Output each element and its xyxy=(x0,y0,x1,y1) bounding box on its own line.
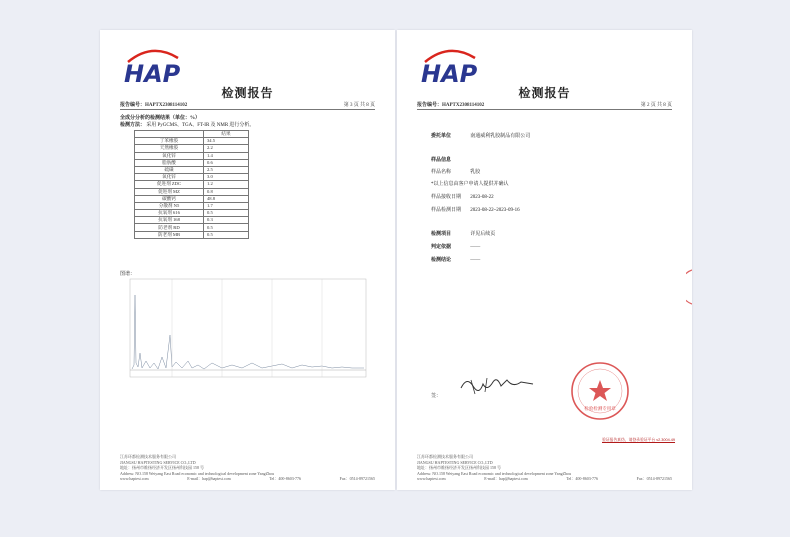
page-title: 检测报告 xyxy=(518,86,571,100)
table-row xyxy=(135,166,249,173)
row-value: 0.3 xyxy=(204,217,249,224)
report-page-2 xyxy=(397,30,692,490)
client-row xyxy=(431,132,530,139)
footer-fax: Fax：0514-89721565 xyxy=(636,476,672,482)
test-date-value: 2023-08-22~2023-09-16 xyxy=(470,208,520,213)
footer-company: 江苏环都检测技术服务有限公司 xyxy=(120,454,176,460)
sample-name-row xyxy=(431,168,480,175)
table-row xyxy=(135,224,249,231)
row-value: 3.0 xyxy=(204,174,249,181)
footer-email[interactable]: E-mail：hap@haptest.com xyxy=(187,476,231,482)
report-page-3 xyxy=(100,30,395,490)
row-value: 0.8 xyxy=(204,188,249,195)
table-row xyxy=(135,145,249,152)
footer-contacts xyxy=(120,476,375,482)
method-line xyxy=(120,121,254,128)
official-stamp-icon xyxy=(569,360,631,422)
test-item-value: 详见后续页 xyxy=(470,232,496,237)
footer-address-en: Address: NO.158 Weiyang East Road economic and technological development zone YangZhou xyxy=(120,470,275,476)
row-name: 抗氧剂 168 xyxy=(135,217,204,224)
results-table xyxy=(134,130,249,239)
test-item-label: 检测项目 xyxy=(431,232,452,237)
method-text: 采用 PyGCMS、TGA、FT-IR 及 NMR 进行分析。 xyxy=(146,123,255,128)
judgement-value: —— xyxy=(470,245,481,250)
page-info: 第 2 页 共 8 页 xyxy=(640,103,672,108)
row-name: 脂肪酸 xyxy=(135,159,204,166)
table-row xyxy=(135,195,249,202)
page-footer xyxy=(417,454,672,482)
conclusion-label: 检测结论 xyxy=(431,258,452,263)
received-label: 样品接收日期 xyxy=(431,195,462,200)
report-number: 报告编号：HAPTX2308114102 xyxy=(417,103,485,108)
received-value: 2023-08-22 xyxy=(470,195,494,200)
footer-contacts xyxy=(417,476,672,482)
svg-text:HAP: HAP xyxy=(421,60,478,88)
row-name: 丁苯橡胶 xyxy=(135,138,204,145)
method-label: 检测方法： xyxy=(120,123,146,128)
row-value: 0.5 xyxy=(204,224,249,231)
graph-label: 图谱： xyxy=(120,272,136,277)
footer-company-en: JIANGSU HAPTESTING SERVICE CO.,LTD xyxy=(120,459,196,465)
svg-text:HAP: HAP xyxy=(124,60,181,88)
judgement-label: 判定依据 xyxy=(431,245,452,250)
table-row xyxy=(135,138,249,145)
page-footer xyxy=(120,454,375,482)
footer-fax: Fax：0514-89721565 xyxy=(339,476,375,482)
row-name: 防老剂 MB xyxy=(135,231,204,238)
report-number-line xyxy=(120,100,375,110)
test-date-row xyxy=(431,206,520,213)
row-name: 抗氧剂 616 xyxy=(135,210,204,217)
table-row xyxy=(135,181,249,188)
table-row xyxy=(135,174,249,181)
section-title: 全成分分析的检测结果（单位：%） xyxy=(120,116,201,121)
sample-name-value: 乳胶 xyxy=(470,170,481,175)
sign-label: 签： xyxy=(431,394,442,399)
table-header-row xyxy=(135,131,249,138)
report-number: 报告编号：HAPTX2308114102 xyxy=(120,103,188,108)
conclusion-value: —— xyxy=(470,258,481,263)
footer-address: 地址：扬州市维扬经济开发区扬州科技园 158 号 xyxy=(417,465,501,471)
signature-icon xyxy=(457,372,537,398)
footer-web[interactable]: www.haptest.com xyxy=(120,476,149,482)
page-info: 第 3 页 共 8 页 xyxy=(343,103,375,108)
row-value: 1.2 xyxy=(204,181,249,188)
footer-address-en: Address: NO.158 Weiyang East Road economic and technological development zone YangZhou xyxy=(417,470,572,476)
row-name: 天然橡胶 xyxy=(135,145,204,152)
row-value: 0.6 xyxy=(204,159,249,166)
svg-text:检验检测专用章: 检验检测专用章 xyxy=(584,407,616,412)
row-name: 促进剂 MZ xyxy=(135,188,204,195)
table-row xyxy=(135,188,249,195)
verify-link[interactable]: 验证报告真伪，请登录验证平台 v2.3004.49 xyxy=(602,438,676,442)
received-row xyxy=(431,193,494,200)
note: *以上信息由客户申请人提供并确认 xyxy=(431,182,509,187)
judgement-row xyxy=(431,243,480,250)
row-value: 1.4 xyxy=(204,152,249,159)
client-label: 委托单位 xyxy=(431,134,452,139)
seam-stamp-icon xyxy=(686,268,692,306)
footer-tel: Tel：400-8603-776 xyxy=(269,476,302,482)
row-name: 分散剂 N5 xyxy=(135,202,204,209)
footer-web[interactable]: www.haptest.com xyxy=(417,476,446,482)
page-title: 检测报告 xyxy=(221,86,274,100)
row-value: 0.5 xyxy=(204,210,249,217)
row-name: 促进剂 ZDC xyxy=(135,181,204,188)
row-name: 氧化锌 xyxy=(135,174,204,181)
table-row xyxy=(135,202,249,209)
test-item-row xyxy=(431,230,495,237)
row-name: 氧化锌 xyxy=(135,152,204,159)
row-value: 48.8 xyxy=(204,195,249,202)
row-value: 2.2 xyxy=(204,145,249,152)
test-date-label: 样品检测日期 xyxy=(431,208,462,213)
spectrum-graph xyxy=(122,275,372,385)
table-row xyxy=(135,217,249,224)
footer-tel: Tel：400-8603-776 xyxy=(566,476,599,482)
table-row xyxy=(135,152,249,159)
row-value: 1.7 xyxy=(204,202,249,209)
row-value: 34.5 xyxy=(204,138,249,145)
row-name: 碳酸钙 xyxy=(135,195,204,202)
sample-info-label: 样品信息 xyxy=(431,158,452,163)
table-row xyxy=(135,159,249,166)
table-row xyxy=(135,231,249,238)
footer-company: 江苏环都检测技术服务有限公司 xyxy=(417,454,473,460)
row-value: 2.5 xyxy=(204,166,249,173)
report-number-line xyxy=(417,100,672,110)
row-name: 防老剂 RD xyxy=(135,224,204,231)
table-header-result: 结果 xyxy=(204,131,249,138)
footer-email[interactable]: E-mail：hap@haptest.com xyxy=(484,476,528,482)
footer-company-en: JIANGSU HAPTESTING SERVICE CO.,LTD xyxy=(417,459,493,465)
client-value: 南通威利乳胶制品有限公司 xyxy=(470,134,531,139)
sample-name-label: 样品名称 xyxy=(431,170,452,175)
row-value: 0.5 xyxy=(204,231,249,238)
footer-address: 地址：扬州市维扬经济开发区扬州科技园 158 号 xyxy=(120,465,204,471)
row-name: 硫磺 xyxy=(135,166,204,173)
conclusion-row xyxy=(431,256,480,263)
table-row xyxy=(135,210,249,217)
